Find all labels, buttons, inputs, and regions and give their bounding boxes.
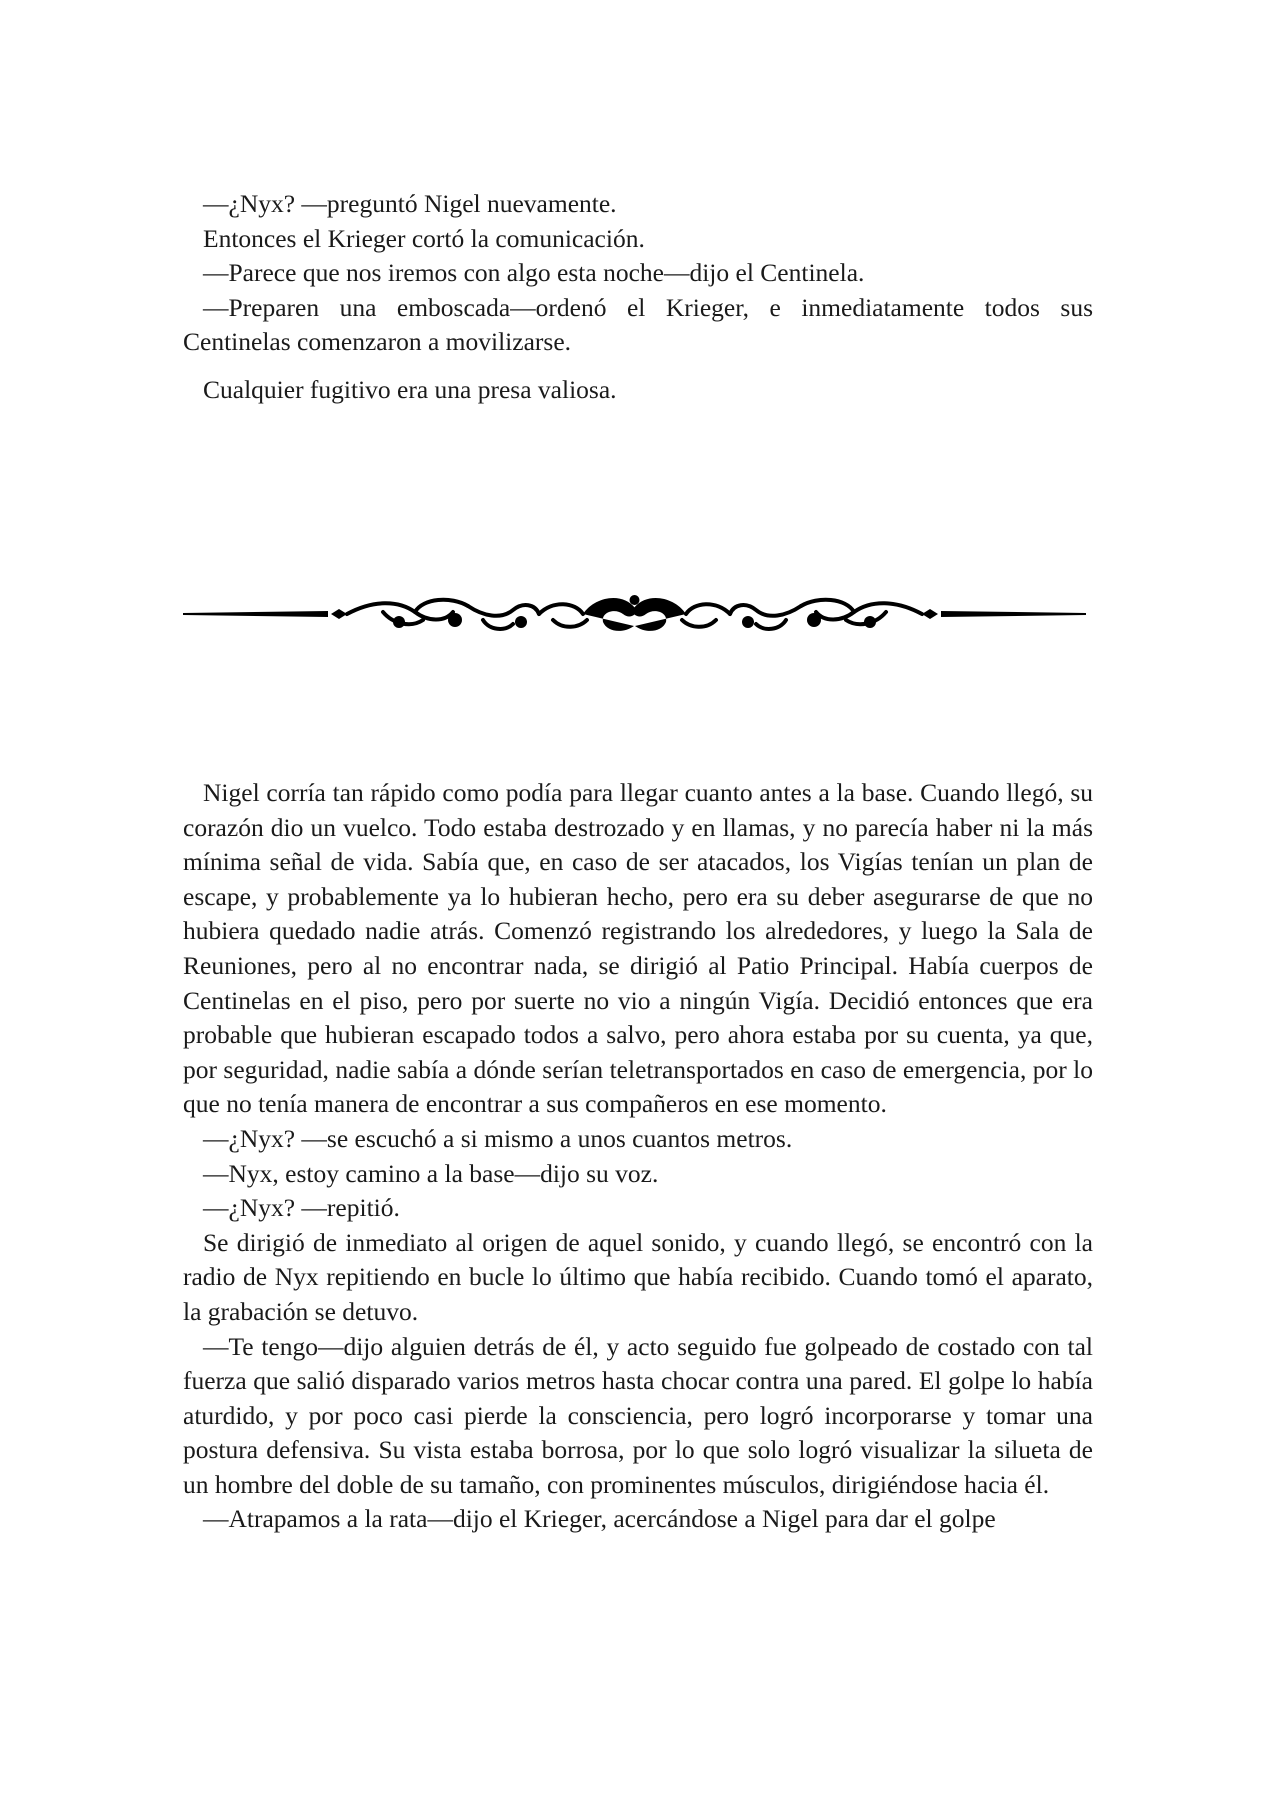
dialogue-paragraph: —Te tengo—dijo alguien detrás de él, y acto seguido fue golpeado de costado con tal fuerza que salió disparado varios metros hasta chocar contra una pared. El golpe lo había aturdido, y por poco casi pierde la consciencia, pero logró incorporarse y tomar una postura defensiva. Su vista estaba borrosa, por lo que solo logró visualizar la silueta de un hombre del doble de su tamaño, con prominentes músculos, dirigiéndose hacia él.	[183, 1331, 1093, 1499]
dialogue-line: —¿Nyx? —se escuchó a si mismo a unos cuantos metros.	[203, 1123, 793, 1153]
dialogue-line: —Nyx, estoy camino a la base—dijo su voz.	[203, 1158, 659, 1188]
narration-paragraph: Se dirigió de inmediato al origen de aquel sonido, y cuando llegó, se encontró con la radio de Nyx repitiendo en bucle lo último que había recibido. Cuando tomó el aparato, la grabación se detuvo.	[183, 1227, 1093, 1326]
dialogue-line: —¿Nyx? —repitió.	[203, 1193, 400, 1223]
decorative-scroll-divider-icon	[183, 590, 1086, 638]
dialogue-line: —¿Nyx? —preguntó Nigel nuevamente.	[203, 189, 617, 218]
dialogue-line: —Atrapamos a la rata—dijo el Krieger, acercándose a Nigel para dar el golpe	[203, 1504, 996, 1534]
narration-line: Cualquier fugitivo era una presa valiosa.	[203, 374, 617, 404]
bottom-text-section	[183, 776, 1093, 1537]
narration-line: Entonces el Krieger cortó la comunicación.	[203, 223, 645, 253]
narration-paragraph: Nigel corría tan rápido como podía para llegar cuanto antes a la base. Cuando llegó, su corazón dio un vuelco. Todo estaba destrozado y en llamas, y no parecía haber ni la más mínima señal de vida. Sabía que, en caso de ser atacados, los Vigías tenían un plan de escape, y probablemente ya lo hubieran hecho, pero era su deber asegurarse de que no hubiera quedado nadie atrás. Comenzó registrando los alrededores, y luego la Sala de Reuniones, pero al no encontrar nada, se dirigió al Patio Principal. Había cuerpos de Centinelas en el piso, pero por suerte no vio a ningún Vigía. Decidió entonces que era probable que hubieran escapado todos a salvo, pero ahora estaba por su cuenta, ya que, por seguridad, nadie sabía a dónde serían teletransportados en caso de emergencia, por lo que no tenía manera de encontrar a sus compañeros en ese momento.	[183, 778, 1093, 1119]
dialogue-line: —Preparen una emboscada—ordenó el Krieger, e inmediatamente todos sus Centinelas comenzaron a movilizarse.	[183, 292, 1093, 357]
top-text-section	[183, 187, 1093, 408]
dialogue-line: —Parece que nos iremos con algo esta noche—dijo el Centinela.	[203, 258, 865, 288]
